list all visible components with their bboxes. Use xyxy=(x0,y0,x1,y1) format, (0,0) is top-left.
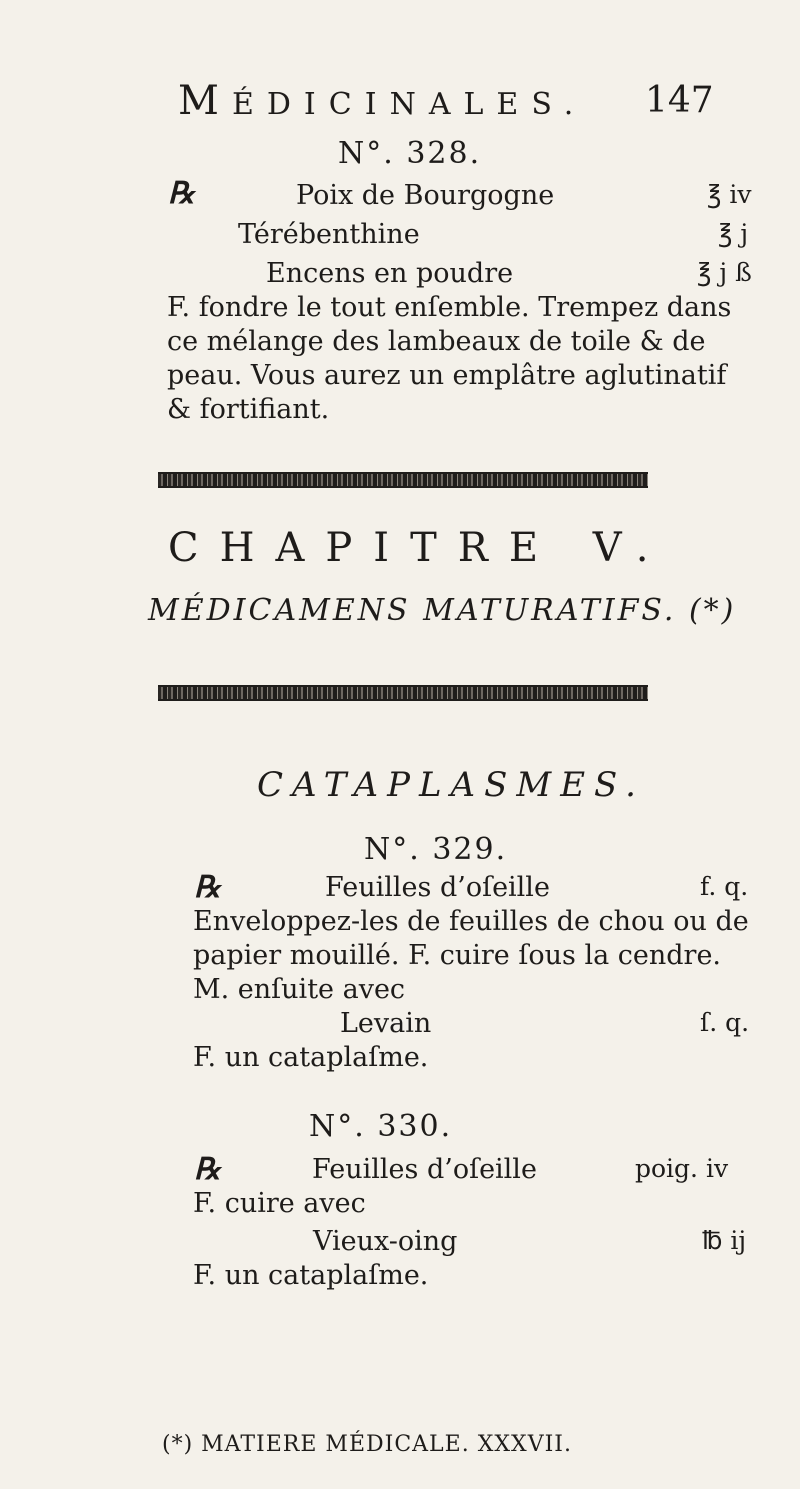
ingredient-name: Feuilles d’oſeille xyxy=(312,1154,537,1185)
ingredient-name: Poix de Bourgogne xyxy=(296,180,555,211)
chapter-title: CHAPITRE V. xyxy=(168,525,670,571)
ingredient-name: Vieux-oing xyxy=(313,1226,458,1257)
body-line: F. un cataplaſme. xyxy=(193,1260,429,1291)
ingredient-quantity: ℔ ij xyxy=(702,1226,747,1255)
body-line: papier mouillé. F. cuire ſous la cendre. xyxy=(193,940,722,971)
body-line: & fortifiant. xyxy=(167,394,330,425)
recipe-symbol-icon: ℞ xyxy=(168,176,195,211)
ornamental-rule xyxy=(158,685,648,701)
ingredient-name: Encens en poudre xyxy=(266,258,514,289)
ingredient-quantity: ſ. q. xyxy=(700,1008,750,1037)
footnote: (*) MATIERE MÉDICALE. XXXVII. xyxy=(162,1432,572,1457)
body-line: ce mélange des lambeaux de toile & de xyxy=(167,326,706,357)
running-title-initial: M xyxy=(178,78,232,124)
body-line: F. un cataplaſme. xyxy=(193,1042,429,1073)
ingredient-quantity: poig. iv xyxy=(635,1154,729,1183)
ornamental-rule xyxy=(158,472,648,488)
body-line: Enveloppez-les de feuilles de chou ou de xyxy=(193,906,749,937)
body-line: M. enſuite avec xyxy=(193,974,406,1005)
ingredient-name: Levain xyxy=(340,1008,432,1039)
running-title-rest: ÉDICINALES. xyxy=(231,87,587,122)
body-line: F. cuire avec xyxy=(193,1188,366,1219)
section-title: CATAPLASMES. xyxy=(257,765,645,805)
ingredient-name: Térébenthine xyxy=(238,219,420,250)
recipe-symbol-icon: ℞ xyxy=(194,1152,221,1187)
recipe-number-328: N°. 328. xyxy=(338,136,482,171)
body-line: peau. Vous aurez un emplâtre aglutinatif xyxy=(167,360,727,391)
ingredient-quantity: ℥ j xyxy=(718,219,749,248)
ingredient-quantity: ℥ j ß xyxy=(697,258,752,287)
chapter-subtitle: MÉDICAMENS MATURATIFS. (*) xyxy=(148,593,737,628)
recipe-number-330: N°. 330. xyxy=(309,1109,453,1144)
recipe-number-329: N°. 329. xyxy=(364,832,508,867)
ingredient-quantity: f. q. xyxy=(700,872,749,901)
running-title xyxy=(178,78,586,124)
body-line: F. fondre le tout enſemble. Trempez dans xyxy=(167,292,732,323)
page-number: 147 xyxy=(645,80,714,121)
recipe-symbol-icon: ℞ xyxy=(194,870,221,905)
ingredient-quantity: ℥ iv xyxy=(707,180,752,209)
ingredient-name: Feuilles d’oſeille xyxy=(325,872,550,903)
